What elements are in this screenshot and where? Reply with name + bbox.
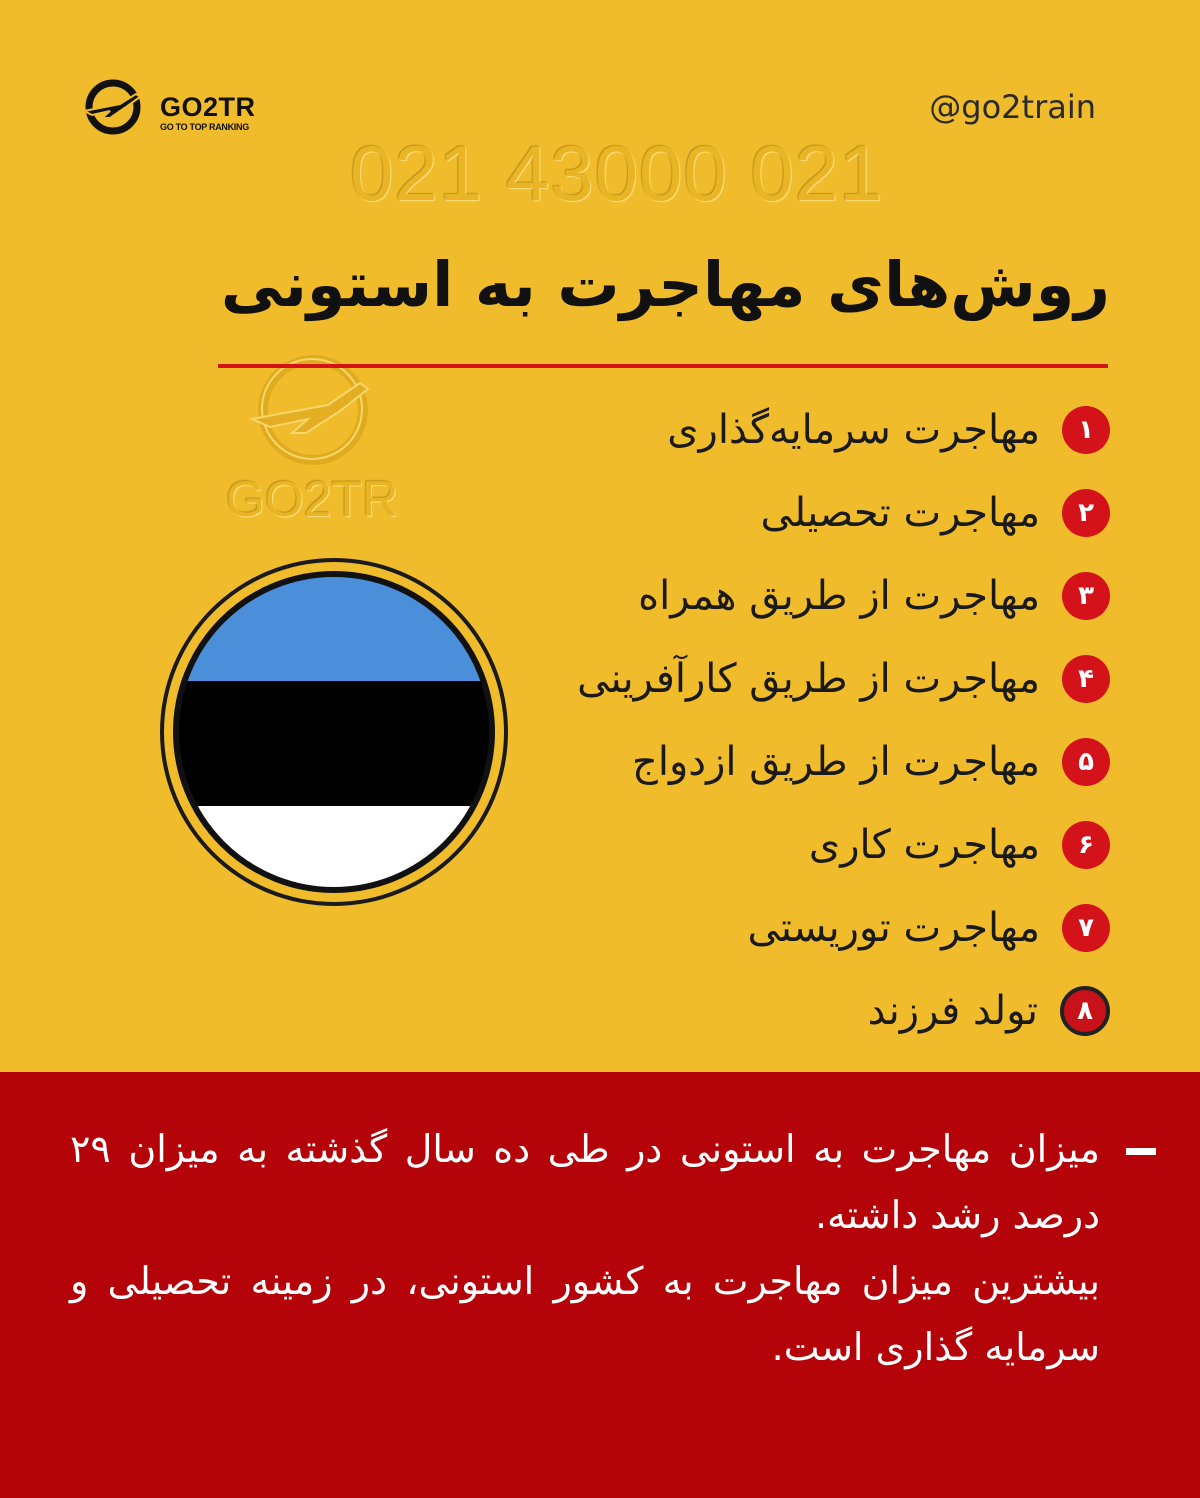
method-label: مهاجرت از طریق همراه — [638, 572, 1040, 619]
list-item — [490, 720, 1110, 803]
go2tr-logo — [80, 74, 280, 144]
list-item — [490, 803, 1110, 886]
logo-tagline: GO TO TOP RANKING — [160, 122, 249, 132]
method-label: مهاجرت از طریق ازدواج — [632, 738, 1040, 785]
list-item — [490, 637, 1110, 720]
bullet-dash — [1126, 1148, 1156, 1155]
logo-wordmark: GO2TR — [160, 92, 256, 122]
info-paragraph-2: بیشترین میزان مهاجرت به کشور استونی، در زمینه تحصیلی و سرمایه گذاری است. — [70, 1259, 1100, 1369]
page-title: روش‌های مهاجرت به استونی — [220, 248, 1110, 321]
number-badge: ۷ — [1062, 904, 1110, 952]
info-paragraphs — [70, 1116, 1100, 1380]
number-badge: ۲ — [1062, 489, 1110, 537]
list-item — [490, 886, 1110, 969]
list-item — [490, 388, 1110, 471]
phone-watermark: 021 43000 021 — [350, 129, 884, 217]
method-label: مهاجرت از طریق کارآفرینی — [577, 655, 1040, 702]
title-divider — [218, 364, 1108, 368]
estonia-flag-icon — [158, 556, 510, 908]
number-badge: ۶ — [1062, 821, 1110, 869]
number-badge: ۴ — [1062, 655, 1110, 703]
airplane-circle-icon — [80, 74, 146, 140]
method-label: مهاجرت تحصیلی — [760, 489, 1040, 536]
method-label: مهاجرت کاری — [808, 821, 1040, 868]
list-item — [490, 554, 1110, 637]
number-badge: ۱ — [1062, 406, 1110, 454]
number-badge: ۵ — [1062, 738, 1110, 786]
method-label: تولد فرزند — [867, 987, 1038, 1034]
number-badge: ۸ — [1060, 986, 1110, 1036]
list-item — [490, 969, 1110, 1052]
list-item — [490, 471, 1110, 554]
method-label: مهاجرت توریستی — [747, 904, 1040, 951]
method-label: مهاجرت سرمایه‌گذاری — [667, 406, 1040, 453]
info-paragraph-1: میزان مهاجرت به استونی در طی ده سال گذشته به میزان ۲۹ درصد رشد داشته. — [70, 1127, 1100, 1237]
methods-list — [490, 388, 1110, 1052]
social-handle: @go2train — [929, 88, 1096, 126]
number-badge: ۳ — [1062, 572, 1110, 620]
logo-watermark-text: GO2TR — [226, 471, 399, 527]
